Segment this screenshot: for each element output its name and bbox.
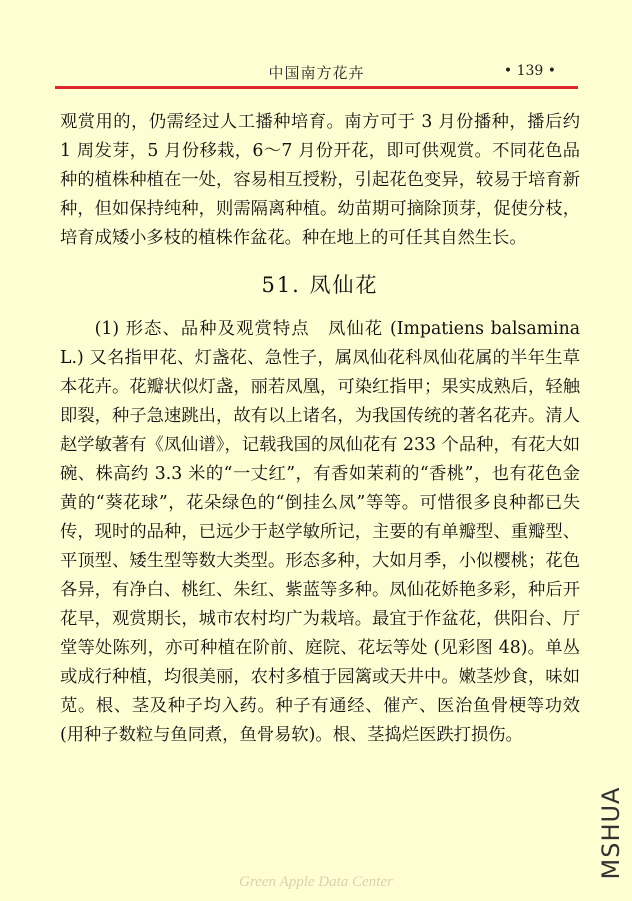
section-heading: 51. 凤仙花 [261,273,379,297]
header-rule [55,86,578,89]
body-text [60,108,580,750]
page-number: • 139 • [503,63,556,79]
running-header [55,62,578,84]
running-header-title: 中国南方花卉 [268,64,365,82]
bottom-watermark: Green Apple Data Center [239,874,393,890]
side-watermark-text: MSHUA [597,786,625,880]
intro-paragraph: 观赏用的，仍需经过人工播种培育。南方可于 3 月份播种，播后约 1 周发芽，5 月份移栽，6～7 月份开花，即可供观赏。不同花色品种的植株种植在一处，容易相互授粉，引起花色变异，较易于培育新种，但如保持纯种，则需隔离种植。幼苗期可摘除顶芽，促使分枝，培育成矮小多枝的植株作盆花。种在地上的可任其自然生长。 [60,112,580,248]
side-watermark [596,778,626,888]
section-paragraph: (1) 形态、品种及观赏特点 凤仙花 (Impatiens balsamina L.) 又名指甲花、灯盏花、急性子，属凤仙花科凤仙花属的半年生草本花卉。花瓣状似灯盏，丽若凤凰，可染红指甲；果实成熟后，轻触即裂，种子急速跳出，故有以上诸名，为我国传统的著名花卉。清人赵学敏著有《凤仙谱》，记载我国的凤仙花有 233 个品种，有花大如碗、株高约 3.3 米的“一丈红”，有香如茉莉的“香桃”，也有花色金黄的“葵花球”，花朵绿色的“倒挂么凤”等等。可惜很多良种都已失传，现时的品种，已远少于赵学敏所记，主要的有单瓣型、重瓣型、平顶型、矮生型等数大类型。形态多种，大如月季，小似樱桃；花色各异，有净白、桃红、朱红、紫蓝等多种。凤仙花娇艳多彩，种后开花早，观赏期长，城市农村均广为栽培。最宜于作盆花，供阳台、厅堂等处陈列，亦可种植在阶前、庭院、花坛等处 (见彩图 48)。单丛或成行种植，均很美丽，农村多植于园篱或天井中。嫩茎炒食，味如苋。根、茎及种子均入药。种子有通经、催产、医治鱼骨梗等功效 (用种子数粒与鱼同煮，鱼骨易软)。根、茎捣烂医跌打损伤。 [60,319,580,745]
